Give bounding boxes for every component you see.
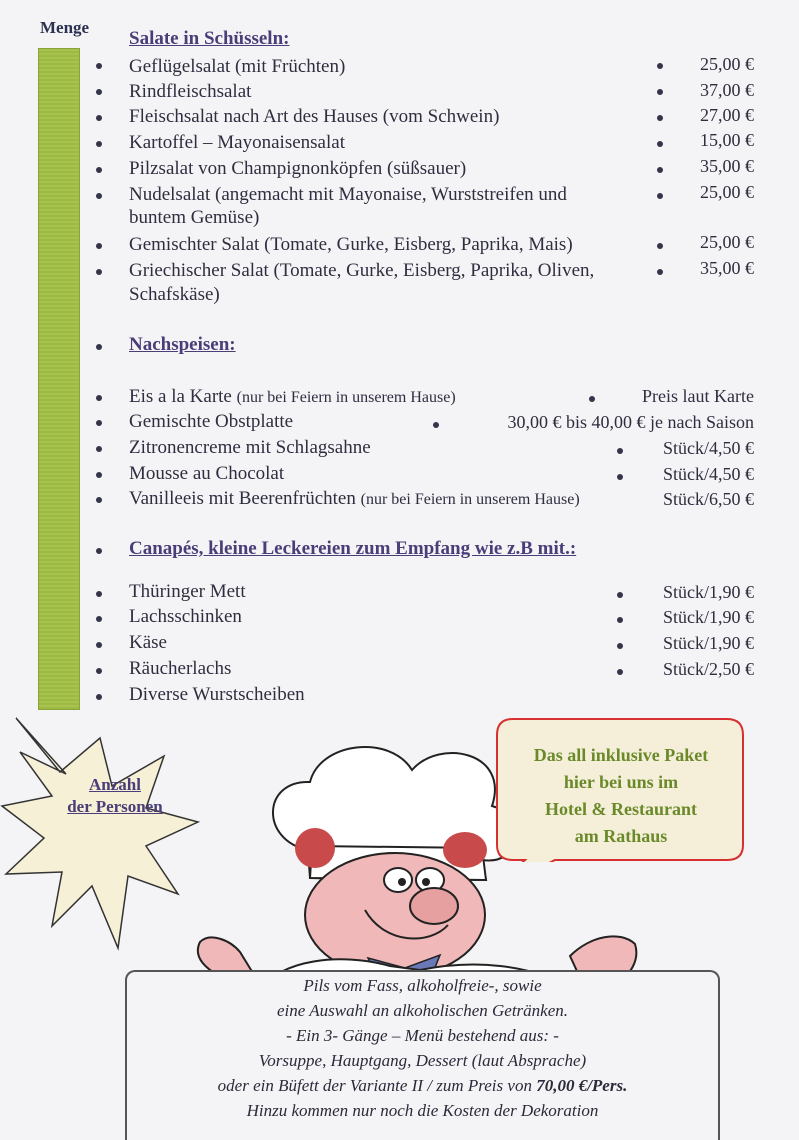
bullet-icon: [96, 420, 102, 426]
bullet-icon: [96, 591, 102, 597]
list-item: Diverse Wurstscheiben: [129, 684, 305, 705]
bullet-icon: [96, 395, 102, 401]
menge-bar: [38, 48, 80, 710]
list-item: Pilzsalat von Champignonköpfen (süßsauer): [129, 158, 467, 179]
bullet-icon: [96, 446, 102, 452]
bubble-line2: hier bei uns im: [563, 772, 679, 792]
info-line5-text: oder ein Büfett der Variante II / zum Preis von: [217, 1076, 537, 1095]
starburst-shape: [0, 690, 200, 960]
item-note: (nur bei Feiern in unserem Hause): [360, 491, 580, 508]
bullet-icon: [657, 167, 663, 173]
bullet-icon: [657, 115, 663, 121]
info-line4: Vorsuppe, Hauptgang, Dessert (laut Absprache): [258, 1051, 587, 1070]
bullet-icon: [657, 63, 663, 69]
bullet-icon: [96, 141, 102, 147]
list-item: Zitronencreme mit Schlagsahne: [129, 437, 371, 458]
item-note: (nur bei Feiern in unserem Hause): [236, 389, 456, 406]
bubble-text: [505, 742, 737, 850]
price: Stück/1,90 €: [662, 582, 754, 602]
list-item: Rindfleischsalat: [129, 81, 252, 102]
bullet-icon: [96, 642, 102, 648]
bullet-icon: [657, 269, 663, 275]
bullet-icon: [617, 617, 623, 623]
bullet-icon: [96, 243, 102, 249]
list-item: [129, 385, 456, 409]
canapes-heading: Canapés, kleine Leckereien zum Empfang wie z.B mit.:: [129, 538, 577, 559]
price: Stück/6,50 €: [662, 489, 754, 509]
anzahl-line2: der Personen: [67, 797, 163, 816]
list-item: Geflügelsalat (mit Früchten): [129, 56, 346, 77]
bullet-icon: [657, 89, 663, 95]
bullet-icon: [96, 115, 102, 121]
price: 30,00 € bis 40,00 € je nach Saison: [507, 412, 754, 432]
price: 27,00 €: [700, 105, 754, 125]
info-price: 70,00 €/Pers.: [536, 1076, 628, 1095]
price: 37,00 €: [700, 80, 754, 100]
bullet-icon: [433, 422, 439, 428]
bullet-icon: [617, 592, 623, 598]
list-item: Kartoffel – Mayonaisensalat: [129, 132, 345, 153]
bullet-icon: [617, 474, 623, 480]
list-item: Gemischter Salat (Tomate, Gurke, Eisberg, Paprika, Mais): [129, 234, 573, 255]
list-item: Fleischsalat nach Art des Hauses (vom Schwein): [129, 106, 500, 127]
bullet-icon: [589, 396, 595, 402]
price: Stück/1,90 €: [662, 633, 754, 653]
bullet-icon: [96, 616, 102, 622]
list-item: Lachsschinken: [129, 606, 242, 627]
menge-label: Menge: [40, 18, 90, 37]
info-line3: - Ein 3- Gänge – Menü bestehend aus: -: [286, 1026, 559, 1045]
price: Stück/4,50 €: [662, 464, 754, 484]
bullet-icon: [617, 643, 623, 649]
salate-heading: Salate in Schüsseln:: [129, 28, 290, 49]
price: Preis laut Karte: [642, 386, 754, 406]
bullet-icon: [96, 63, 102, 69]
bullet-icon: [657, 243, 663, 249]
bullet-icon: [96, 89, 102, 95]
price: 25,00 €: [700, 182, 754, 202]
list-item: [129, 487, 580, 511]
price: 25,00 €: [700, 54, 754, 74]
bullet-icon: [96, 497, 102, 503]
info-line1: Pils vom Fass, alkoholfreie-, sowie: [303, 976, 542, 995]
list-item: Gemischte Obstplatte: [129, 411, 294, 432]
anzahl-line1: Anzahl: [89, 775, 141, 794]
list-item: Mousse au Chocolat: [129, 463, 285, 484]
list-item-continued: Schafskäse): [129, 284, 220, 305]
bullet-icon: [617, 669, 623, 675]
price: Stück/4,50 €: [662, 438, 754, 458]
bullet-icon: [96, 548, 102, 554]
bullet-icon: [96, 193, 102, 199]
info-text: [130, 973, 715, 1123]
bullet-icon: [617, 448, 623, 454]
bullet-icon: [657, 193, 663, 199]
bubble-line3: Hotel & Restaurant: [545, 799, 697, 819]
price: Stück/1,90 €: [662, 607, 754, 627]
bullet-icon: [96, 167, 102, 173]
info-line2: eine Auswahl an alkoholischen Getränken.: [277, 1001, 568, 1020]
price: Stück/2,50 €: [662, 659, 754, 679]
bullet-icon: [96, 269, 102, 275]
price: 35,00 €: [700, 156, 754, 176]
list-item: Käse: [129, 632, 167, 653]
bullet-icon: [96, 472, 102, 478]
price: 25,00 €: [700, 232, 754, 252]
anzahl-personen-label: [40, 774, 190, 818]
bubble-line4: am Rathaus: [574, 826, 668, 846]
item-name: Eis a la Karte: [129, 386, 232, 407]
price: 15,00 €: [700, 130, 754, 150]
nachspeisen-heading: Nachspeisen:: [129, 334, 236, 355]
info-line5: [130, 1073, 715, 1098]
item-name: Vanilleeis mit Beerenfrüchten: [129, 488, 356, 509]
list-item: Thüringer Mett: [129, 581, 246, 602]
bullet-icon: [96, 668, 102, 674]
list-item: Nudelsalat (angemacht mit Mayonaise, Wurststreifen und: [129, 184, 567, 205]
info-line6: Hinzu kommen nur noch die Kosten der Dekoration: [246, 1101, 599, 1120]
list-item-continued: buntem Gemüse): [129, 207, 260, 228]
list-item: Griechischer Salat (Tomate, Gurke, Eisberg, Paprika, Oliven,: [129, 260, 595, 281]
bullet-icon: [657, 141, 663, 147]
bullet-icon: [96, 344, 102, 350]
list-item: Räucherlachs: [129, 658, 232, 679]
price: 35,00 €: [700, 258, 754, 278]
bubble-line1: Das all inklusive Paket: [533, 745, 709, 765]
